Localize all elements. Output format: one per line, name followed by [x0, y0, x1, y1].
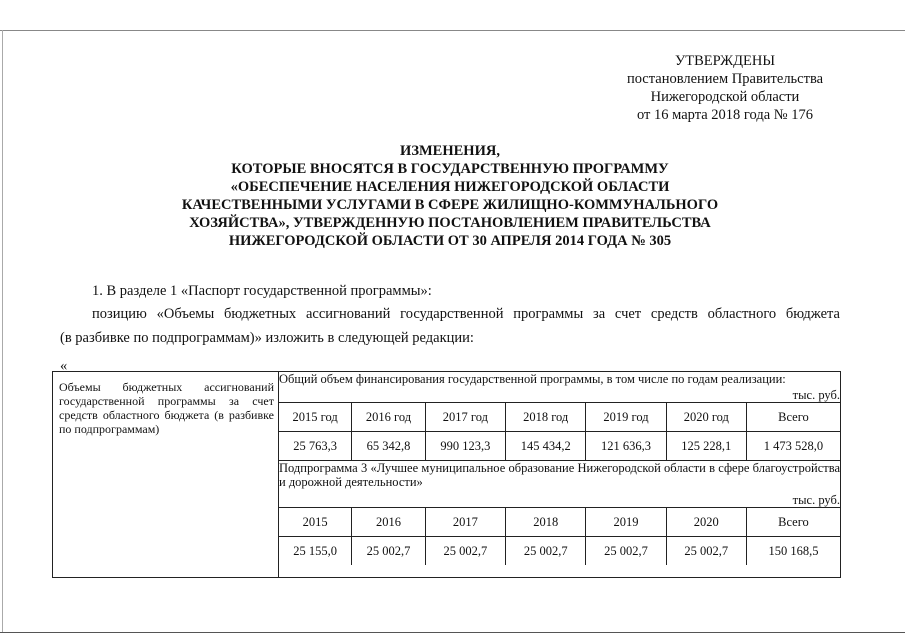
subprogram-title: Подпрограмма 3 «Лучшее муниципальное образование Нижегородской области в сфере благоустройства и дорожной деятельности» [279, 461, 840, 489]
subprogram-header [279, 461, 840, 508]
value-cell: 25 002,7 [586, 537, 666, 566]
total-title: Общий объем финансирования государственной программы, в том числе по годам реализации: [279, 372, 786, 386]
approval-line: УТВЕРЖДЕНЫ [674, 53, 776, 69]
budget-inner-table [279, 372, 840, 565]
position-paragraph [60, 305, 840, 347]
title-line: ХОЗЯЙСТВА», УТВЕРЖДЕННУЮ ПОСТАНОВЛЕНИЕМ ПРАВИТЕЛЬСТВА [189, 215, 711, 231]
year-header: 2018 год [506, 403, 586, 432]
year-header: 2019 [586, 508, 666, 537]
title-line: НИЖЕГОРОДСКОЙ ОБЛАСТИ ОТ 30 АПРЕЛЯ 2014 ГОДА № 305 [228, 233, 672, 249]
value-cell: 25 002,7 [666, 537, 746, 566]
value-cell: 25 155,0 [279, 537, 352, 566]
year-header: 2015 [279, 508, 352, 537]
year-header: 2020 [666, 508, 746, 537]
value-cell: 145 434,2 [506, 432, 586, 461]
year-header: 2015 год [279, 403, 352, 432]
total-value-cell: 1 473 528,0 [746, 432, 840, 461]
subprogram-years-row [279, 508, 840, 537]
opening-quote: « [60, 358, 68, 374]
approval-line: Нижегородской области [650, 89, 800, 105]
year-header: 2017 год [425, 403, 505, 432]
value-cell: 25 002,7 [352, 537, 426, 566]
value-cell: 25 002,7 [506, 537, 586, 566]
total-years-row [279, 403, 840, 432]
total-unit: тыс. руб. [792, 388, 840, 402]
budget-data-cell [279, 372, 841, 578]
paragraph-line: (в разбивке по подпрограммам)» изложить в следующей редакции: [60, 330, 474, 346]
value-cell: 65 342,8 [352, 432, 426, 461]
title-line: ИЗМЕНЕНИЯ, [400, 143, 500, 159]
year-header: 2020 год [666, 403, 746, 432]
value-cell: 25 763,3 [279, 432, 352, 461]
year-header: 2016 год [352, 403, 426, 432]
value-cell: 25 002,7 [425, 537, 505, 566]
scan-edge-bottom [0, 632, 905, 633]
year-header: 2016 [352, 508, 426, 537]
total-header-cell: Всего [746, 508, 840, 537]
budget-label-cell [53, 372, 279, 578]
budget-label: Объемы бюджетных ассигнований государственной программы за счет средств областного бюджета (в разбивке по подпрограммам) [59, 380, 274, 436]
document-title [120, 142, 780, 250]
total-header-cell: Всего [746, 403, 840, 432]
scan-edge-left [2, 30, 3, 632]
value-cell: 990 123,3 [425, 432, 505, 461]
subprogram-unit: тыс. руб. [792, 493, 840, 507]
budget-table [52, 371, 841, 578]
title-line: КАЧЕСТВЕННЫМИ УСЛУГАМИ В СФЕРЕ ЖИЛИЩНО-КОММУНАЛЬНОГО [181, 197, 719, 213]
year-header: 2018 [506, 508, 586, 537]
scan-edge-top [0, 30, 905, 31]
total-values-row [279, 432, 840, 461]
value-cell: 125 228,1 [666, 432, 746, 461]
total-header [279, 372, 840, 403]
year-header: 2019 год [586, 403, 666, 432]
subprogram-values-row [279, 537, 840, 566]
title-line: «ОБЕСПЕЧЕНИЕ НАСЕЛЕНИЯ НИЖЕГОРОДСКОЙ ОБЛАСТИ [230, 179, 670, 195]
total-value-cell: 150 168,5 [746, 537, 840, 566]
title-line: КОТОРЫЕ ВНОСЯТСЯ В ГОСУДАРСТВЕННУЮ ПРОГРАММУ [231, 161, 669, 177]
approval-line: постановлением Правительства [626, 71, 824, 87]
year-header: 2017 [425, 508, 505, 537]
paragraph-line: позицию «Объемы бюджетных ассигнований государственной программы за счет средств областного бюджета [92, 306, 840, 322]
approval-line: от 16 марта 2018 года № 176 [637, 107, 813, 123]
section-heading: 1. В разделе 1 «Паспорт государственной программы»: [92, 283, 432, 299]
value-cell: 121 636,3 [586, 432, 666, 461]
approval-block [600, 52, 850, 124]
